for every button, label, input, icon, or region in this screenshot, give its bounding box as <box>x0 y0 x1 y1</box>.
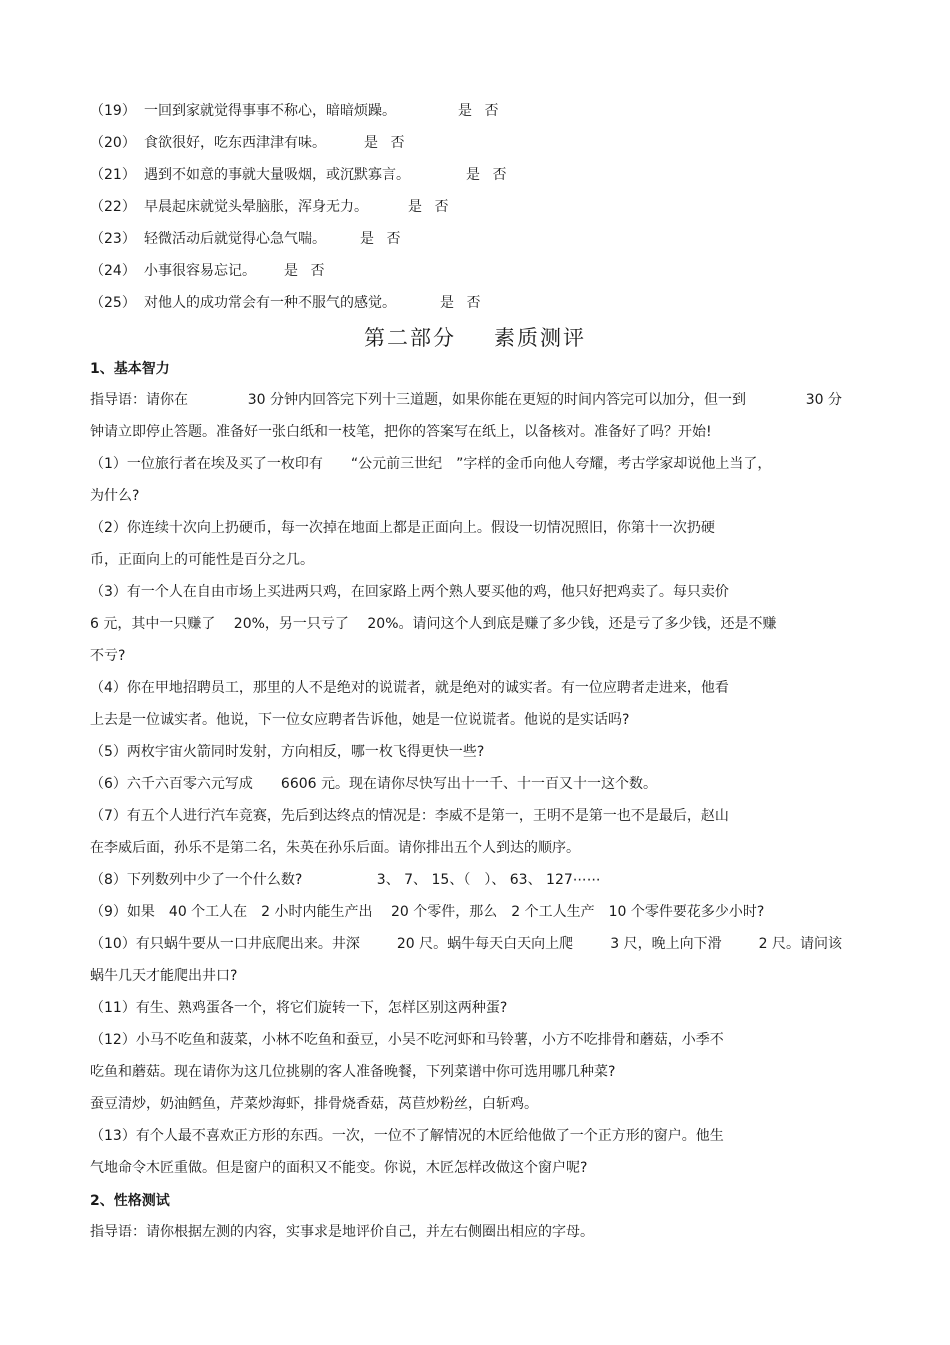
question-text: 2 尺。请问该 <box>758 936 842 952</box>
guide-line: 指导语：请你根据左测的内容，实事求是地评价自己，并左右侧圈出相应的字母。 <box>90 1224 594 1240</box>
yes-no-options: 是 否 <box>458 103 503 119</box>
question-line: （4）你在甲地招聘员工，那里的人不是绝对的说谎者，就是绝对的诚实者。有一位应聘者走进来，他看 <box>90 680 729 696</box>
question-number: （20） <box>90 135 136 151</box>
question-line: （1）一位旅行者在埃及买了一枚印有 “公元前三世纪 ”字样的金币向他人夸耀，考古学家却说他上当了， <box>90 456 772 472</box>
question-line: 在李威后面，孙乐不是第二名，朱英在孙乐后面。请你排出五个人到达的顺序。 <box>90 840 580 856</box>
yes-no-options: 是 否 <box>408 199 453 215</box>
question-row <box>90 165 510 185</box>
yes-no-options: 是 否 <box>284 263 329 279</box>
question-line: 为什么? <box>90 488 140 504</box>
question-line: （7）有五个人进行汽车竞赛，先后到达终点的情况是：李威不是第一，王明不是第一也不是最后，赵山 <box>90 808 729 824</box>
question-line: （9）如果 40 个工人在 2 小时内能生产出 20 个零件，那么 2 个工人生产 10 个零件要花多少小时? <box>90 904 765 920</box>
question-line: （12）小马不吃鱼和菠菜，小林不吃鱼和蚕豆，小吴不吃河虾和马铃薯，小方不吃排骨和蘑菇，小季不 <box>90 1032 724 1048</box>
question-text: （10）有只蜗牛要从一口井底爬出来。井深 <box>90 936 360 952</box>
question-line: （5）两枚宇宙火箭同时发射，方向相反，哪一枚飞得更快一些? <box>90 744 485 760</box>
question-line: （13）有个人最不喜欢正方形的东西。一次，一位不了解情况的木匠给他做了一个正方形的窗户。他生 <box>90 1128 724 1144</box>
question-number: （25） <box>90 295 136 311</box>
question-line: 币，正面向上的可能性是百分之几。 <box>90 552 314 568</box>
subsection-heading: 1、基本智力 <box>90 361 170 377</box>
question-line: 吃鱼和蘑菇。现在请你为这几位挑剔的客人准备晚餐，下列菜谱中你可选用哪几种菜? <box>90 1064 616 1080</box>
question-row <box>90 261 328 281</box>
yes-no-options: 是 否 <box>360 231 405 247</box>
question-text: 一回到家就觉得事事不称心，暗暗烦躁。 <box>144 103 396 119</box>
guide-line: 钟请立即停止答题。准备好一张白纸和一枝笔，把你的答案写在纸上，以备核对。准备好了吗？开始! <box>90 424 712 440</box>
yes-no-options: 是 否 <box>364 135 409 151</box>
question-line: （6）六千六百零六元写成 6606 元。现在请你尽快写出十一千、十一百又十一这个数。 <box>90 776 657 792</box>
question-line: 气地命令木匠重做。但是窗户的面积又不能变。你说，木匠怎样改做这个窗户呢? <box>90 1160 588 1176</box>
question-line: 蜗牛几天才能爬出井口? <box>90 968 238 984</box>
question-row <box>90 229 404 249</box>
question-line <box>90 934 842 954</box>
question-text: 轻微活动后就觉得心急气喘。 <box>144 231 326 247</box>
question-text: 小事很容易忘记。 <box>144 263 256 279</box>
menu-line: 蚕豆清炒，奶油鳕鱼，芹菜炒海虾，排骨烧香菇，莴苣炒粉丝，白斩鸡。 <box>90 1096 538 1112</box>
guide-text: 指导语：请你在 <box>90 392 188 408</box>
question-text: 食欲很好，吃东西津津有味。 <box>144 135 326 151</box>
question-number: （22） <box>90 199 136 215</box>
section-title-name: 素质测评 <box>494 326 586 350</box>
question-text: 遇到不如意的事就大量吸烟，或沉默寡言。 <box>144 167 410 183</box>
question-row <box>90 133 408 153</box>
yes-no-options: 是 否 <box>440 295 485 311</box>
guide-text: 30 分 <box>805 392 842 408</box>
subsection-heading: 2、性格测试 <box>90 1193 170 1209</box>
question-text: 20 尺。蜗牛每天白天向上爬 <box>396 936 574 952</box>
section-title <box>0 322 950 352</box>
guide-text: 30 分钟内回答完下列十三道题，如果你能在更短的时间内答完可以加分，但一到 <box>247 392 746 408</box>
question-row <box>90 197 452 217</box>
question-line: （8）下列数列中少了一个什么数? 3、 7、 15、（ ）、 63、 127⋯⋯ <box>90 872 601 888</box>
question-number: （23） <box>90 231 136 247</box>
question-row <box>90 293 484 313</box>
guide-line <box>90 390 842 410</box>
question-line: （3）有一个人在自由市场上买进两只鸡，在回家路上两个熟人要买他的鸡，他只好把鸡卖了。每只卖价 <box>90 584 729 600</box>
section-title-part: 第二部分 <box>364 326 456 350</box>
question-number: （19） <box>90 103 136 119</box>
question-line: 不亏? <box>90 648 126 664</box>
question-line: （11）有生、熟鸡蛋各一个，将它们旋转一下，怎样区别这两种蛋? <box>90 1000 508 1016</box>
question-number: （24） <box>90 263 136 279</box>
question-line: 6 元，其中一只赚了 20%，另一只亏了 20%。请问这个人到底是赚了多少钱，还是亏了多少钱，还是不赚 <box>90 616 777 632</box>
question-line: 上去是一位诚实者。他说，下一位女应聘者告诉他，她是一位说谎者。他说的是实话吗? <box>90 712 630 728</box>
yes-no-options: 是 否 <box>466 167 511 183</box>
question-row <box>90 101 502 121</box>
question-line: （2）你连续十次向上扔硬币，每一次掉在地面上都是正面向上。假设一切情况照旧，你第十一次扔硬 <box>90 520 715 536</box>
question-number: （21） <box>90 167 136 183</box>
question-text: 早晨起床就觉头晕脑胀，浑身无力。 <box>144 199 368 215</box>
question-text: 对他人的成功常会有一种不服气的感觉。 <box>144 295 396 311</box>
question-text: 3 尺，晚上向下滑 <box>610 936 722 952</box>
